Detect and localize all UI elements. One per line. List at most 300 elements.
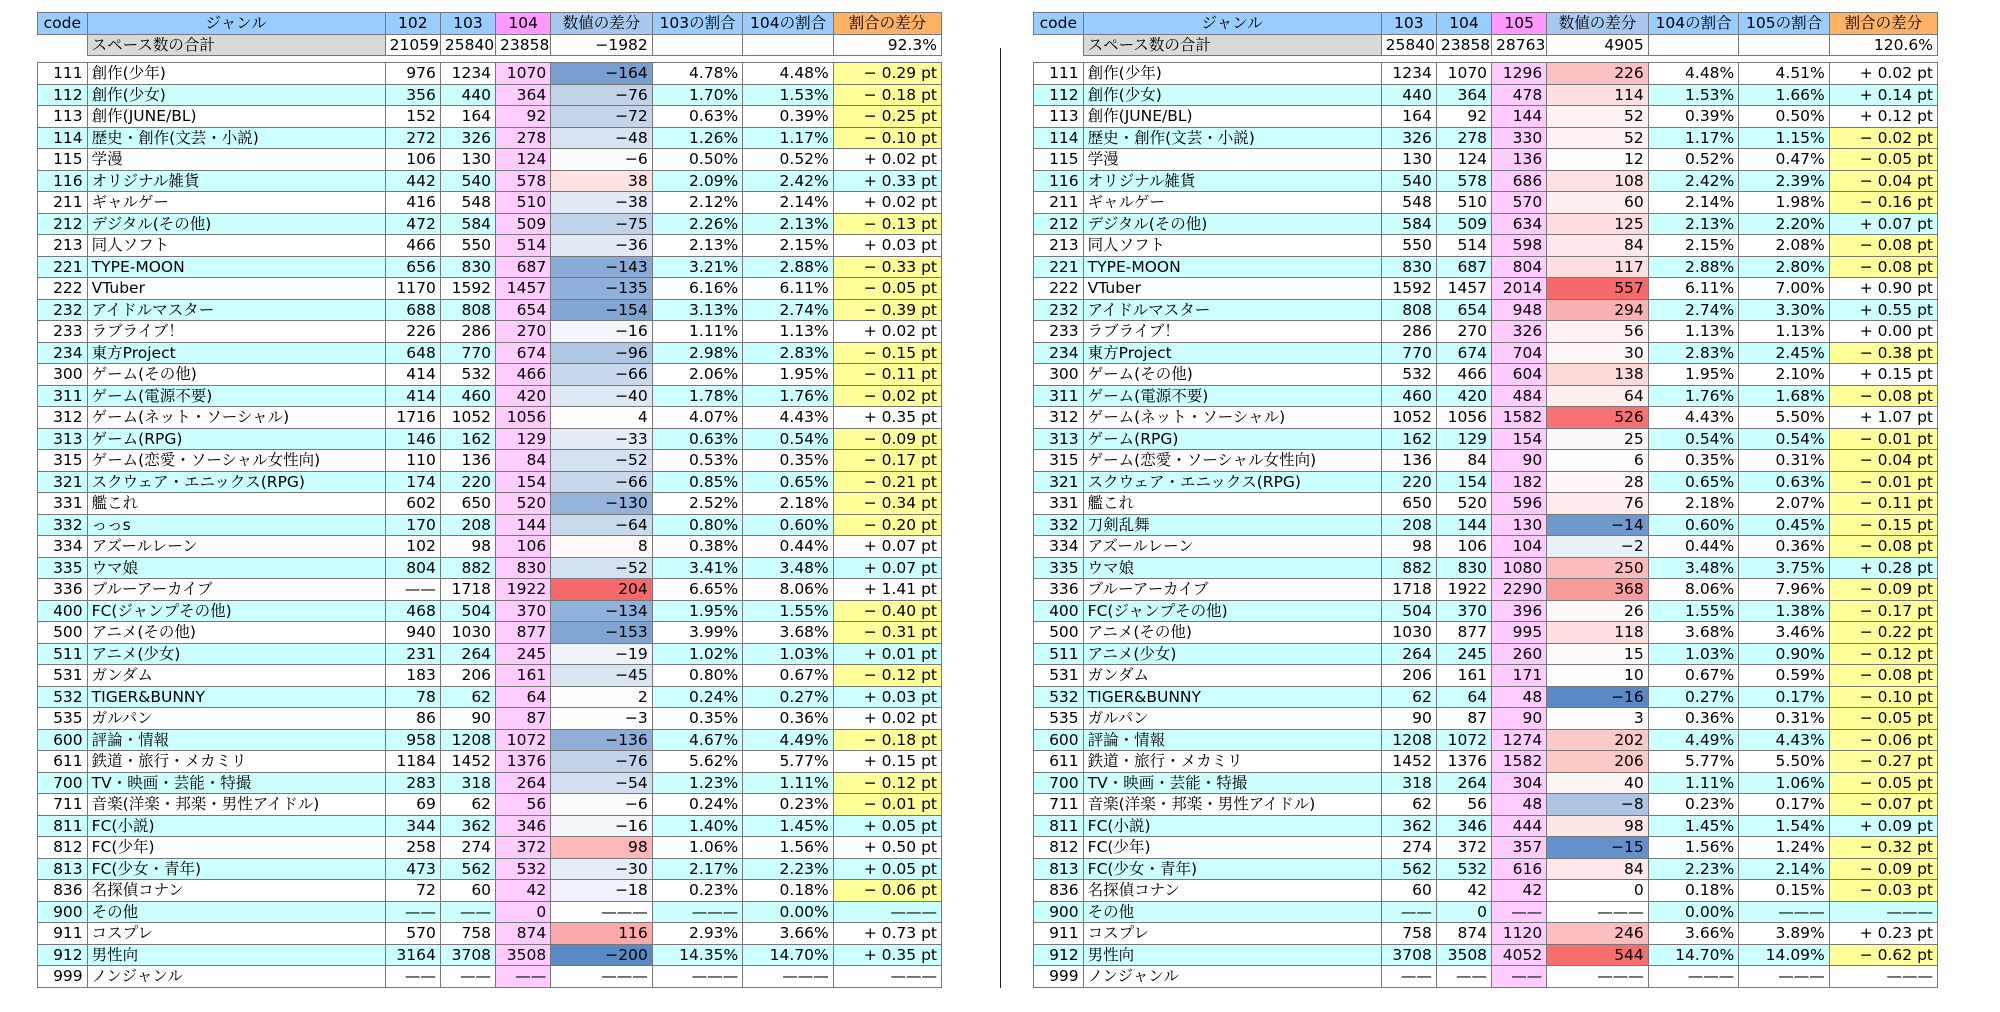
cell-rd: + 1.41 pt (833, 579, 941, 601)
table-row (1034, 923, 1938, 945)
cell-c: 520 (496, 493, 551, 515)
cell-c: 1070 (496, 63, 551, 85)
cell-code: 212 (1034, 213, 1084, 235)
cell-code: 313 (1034, 428, 1084, 450)
cell-diff: 12 (1547, 149, 1649, 171)
cell-code: 321 (1034, 471, 1084, 493)
cell-diff: 76 (1547, 493, 1649, 515)
cell-rb: 0.23% (652, 880, 743, 902)
cell-rb: 6.65% (652, 579, 743, 601)
header-genre: ジャンル (87, 13, 385, 35)
cell-a: 472 (385, 213, 440, 235)
cell-c: 90 (1492, 450, 1547, 472)
cell-rc: 4.43% (1739, 729, 1830, 751)
cell-code: 234 (1034, 342, 1084, 364)
cell-c: 1582 (1492, 751, 1547, 773)
cell-code: 836 (38, 880, 88, 902)
cell-code: 911 (38, 923, 88, 945)
cell-b: 514 (1436, 235, 1491, 257)
cell-b: 1452 (440, 751, 495, 773)
cell-b: 1072 (1436, 729, 1491, 751)
cell-rd: + 0.00 pt (1829, 321, 1937, 343)
cell-a: 1234 (1381, 63, 1436, 85)
cell-code: 221 (1034, 256, 1084, 278)
table-row (1034, 772, 1938, 794)
cell-b: 540 (440, 170, 495, 192)
cell-rb: 1.17% (1648, 127, 1739, 149)
cell-c: 92 (496, 106, 551, 128)
cell-rb: 1.11% (1648, 772, 1739, 794)
cell-b: 654 (1436, 299, 1491, 321)
cell-a: 206 (1381, 665, 1436, 687)
table-row (1034, 213, 1938, 235)
cell-code: 212 (38, 213, 88, 235)
cell-b: 1592 (440, 278, 495, 300)
cell-genre: 創作(JUNE/BL) (87, 106, 385, 128)
cell-diff: 52 (1547, 127, 1649, 149)
cell-b: —— (440, 901, 495, 923)
cell-rc: 3.75% (1739, 557, 1830, 579)
cell-b: 124 (1436, 149, 1491, 171)
cell-genre: 創作(少女) (1083, 84, 1381, 106)
cell-a: 264 (1381, 643, 1436, 665)
cell-b: 584 (440, 213, 495, 235)
cell-code: 331 (1034, 493, 1084, 515)
cell-rd: ——— (1829, 966, 1937, 988)
cell-c: 0 (496, 901, 551, 923)
cell-c: 346 (496, 815, 551, 837)
cell-rb: 0.39% (1648, 106, 1739, 128)
cell-diff: −135 (551, 278, 653, 300)
cell-a: 1208 (1381, 729, 1436, 751)
cell-rd: − 0.05 pt (1829, 772, 1937, 794)
cell-b: 548 (440, 192, 495, 214)
cell-rd: − 0.38 pt (1829, 342, 1937, 364)
cell-code: 213 (38, 235, 88, 257)
cell-diff: 8 (551, 536, 653, 558)
cell-rb: 1.95% (652, 600, 743, 622)
cell-code: 711 (1034, 794, 1084, 816)
cell-a: 283 (385, 772, 440, 794)
cell-diff: −136 (551, 729, 653, 751)
cell-b: 270 (1436, 321, 1491, 343)
cell-genre: FC(少女・青年) (87, 858, 385, 880)
cell-c: 370 (496, 600, 551, 622)
cell-genre: 歴史・創作(文芸・小説) (1083, 127, 1381, 149)
cell-b: 98 (440, 536, 495, 558)
cell-rb: 2.15% (1648, 235, 1739, 257)
cell-genre: 評論・情報 (1083, 729, 1381, 751)
table-row (38, 106, 942, 128)
table-row (38, 407, 942, 429)
cell-b: 90 (440, 708, 495, 730)
table-row (38, 600, 942, 622)
cell-rc: 0.54% (1739, 428, 1830, 450)
cell-diff: 226 (1547, 63, 1649, 85)
cell-a: 562 (1381, 858, 1436, 880)
cell-rc: 1.13% (743, 321, 834, 343)
cell-diff: −143 (551, 256, 653, 278)
cell-rc: 2.07% (1739, 493, 1830, 515)
cell-a: —— (1381, 966, 1436, 988)
cell-rd: − 0.17 pt (833, 450, 941, 472)
cell-a: 272 (385, 127, 440, 149)
header-rc: 105の割合 (1739, 13, 1830, 35)
cell-rc: 1.11% (743, 772, 834, 794)
cell-b: 1234 (440, 63, 495, 85)
cell-b: 264 (440, 643, 495, 665)
cell-c: 578 (496, 170, 551, 192)
cell-c: 510 (496, 192, 551, 214)
cell-rc: 1.54% (1739, 815, 1830, 837)
cell-diff: 138 (1547, 364, 1649, 386)
cell-rc: 2.23% (743, 858, 834, 880)
table-row (38, 858, 942, 880)
cell-genre: 音楽(洋楽・邦楽・男性アイドル) (1083, 794, 1381, 816)
table-row (38, 342, 942, 364)
cell-a: —— (1381, 901, 1436, 923)
total-a: 25840 (1381, 34, 1436, 56)
cell-rb: 2.83% (1648, 342, 1739, 364)
cell-rc: 0.67% (743, 665, 834, 687)
cell-rb: 3.68% (1648, 622, 1739, 644)
cell-rc: 2.08% (1739, 235, 1830, 257)
cell-rb: 0.35% (652, 708, 743, 730)
cell-diff: ——— (551, 966, 653, 988)
cell-genre: ゲーム(ネット・ソーシャル) (1083, 407, 1381, 429)
table-row (1034, 622, 1938, 644)
cell-code: 232 (1034, 299, 1084, 321)
cell-code: 711 (38, 794, 88, 816)
cell-rd: − 0.04 pt (1829, 170, 1937, 192)
cell-code: 313 (38, 428, 88, 450)
cell-genre: っっs (87, 514, 385, 536)
cell-code: 332 (38, 514, 88, 536)
cell-rd: − 0.18 pt (833, 729, 941, 751)
cell-b: 274 (440, 837, 495, 859)
cell-diff: −8 (1547, 794, 1649, 816)
cell-a: 326 (1381, 127, 1436, 149)
cell-b: 830 (1436, 557, 1491, 579)
cell-rc: 1.06% (1739, 772, 1830, 794)
cell-rc: 2.10% (1739, 364, 1830, 386)
cell-rb: 1.06% (652, 837, 743, 859)
cell-b: 1030 (440, 622, 495, 644)
cell-rd: − 0.22 pt (1829, 622, 1937, 644)
cell-c: 278 (496, 127, 551, 149)
cell-diff: 84 (1547, 235, 1649, 257)
cell-code: 812 (1034, 837, 1084, 859)
table-left-panel (37, 12, 942, 988)
cell-genre: 男性向 (1083, 944, 1381, 966)
cell-genre: スクウェア・エニックス(RPG) (1083, 471, 1381, 493)
table-row (38, 471, 942, 493)
cell-code: 315 (38, 450, 88, 472)
cell-rd: − 0.15 pt (833, 342, 941, 364)
cell-c: 634 (1492, 213, 1547, 235)
cell-diff: −40 (551, 385, 653, 407)
table-row (1034, 493, 1938, 515)
cell-rb: 1.55% (1648, 600, 1739, 622)
cell-c: 136 (1492, 149, 1547, 171)
cell-rc: 1.38% (1739, 600, 1830, 622)
cell-rc: 3.66% (743, 923, 834, 945)
cell-code: 611 (1034, 751, 1084, 773)
cell-b: 245 (1436, 643, 1491, 665)
cell-code: 999 (38, 966, 88, 988)
cell-rd: + 0.07 pt (1829, 213, 1937, 235)
cell-rb: 4.78% (652, 63, 743, 85)
cell-genre: アイドルマスター (87, 299, 385, 321)
cell-code: 112 (38, 84, 88, 106)
cell-code: 222 (38, 278, 88, 300)
cell-rd: − 0.07 pt (1829, 794, 1937, 816)
cell-rd: + 0.02 pt (833, 708, 941, 730)
header-rd: 割合の差分 (1829, 13, 1937, 35)
cell-genre: FC(ジャンプその他) (87, 600, 385, 622)
cell-rc: 0.18% (743, 880, 834, 902)
cell-b: 532 (440, 364, 495, 386)
table-row (38, 450, 942, 472)
cell-rc: 3.46% (1739, 622, 1830, 644)
cell-genre: デジタル(その他) (1083, 213, 1381, 235)
cell-b: 509 (1436, 213, 1491, 235)
table-row (38, 364, 942, 386)
cell-a: 656 (385, 256, 440, 278)
cell-a: 72 (385, 880, 440, 902)
cell-rb: 1.02% (652, 643, 743, 665)
cell-code: 611 (38, 751, 88, 773)
cell-diff: −76 (551, 84, 653, 106)
cell-rd: − 0.08 pt (1829, 235, 1937, 257)
cell-rd: − 0.21 pt (833, 471, 941, 493)
table-row (1034, 428, 1938, 450)
cell-rd: − 0.12 pt (833, 772, 941, 794)
cell-b: 62 (440, 794, 495, 816)
cell-b: 164 (440, 106, 495, 128)
cell-rc: 6.11% (743, 278, 834, 300)
cell-code: 331 (38, 493, 88, 515)
table-right-panel (1033, 12, 1938, 988)
header-diff: 数値の差分 (1547, 13, 1649, 35)
cell-rc: 2.74% (743, 299, 834, 321)
header-row (38, 13, 942, 35)
cell-rc: 0.52% (743, 149, 834, 171)
table-row (1034, 342, 1938, 364)
cell-c: 154 (1492, 428, 1547, 450)
cell-rb: 4.67% (652, 729, 743, 751)
cell-rd: + 0.15 pt (1829, 364, 1937, 386)
cell-c: 1922 (496, 579, 551, 601)
cell-genre: 同人ソフト (87, 235, 385, 257)
cell-genre: ラブライブ！ (1083, 321, 1381, 343)
cell-genre: FC(少女・青年) (1083, 858, 1381, 880)
cell-a: 1030 (1381, 622, 1436, 644)
cell-a: 958 (385, 729, 440, 751)
cell-rd: + 0.33 pt (833, 170, 941, 192)
cell-diff: −64 (551, 514, 653, 536)
cell-a: 688 (385, 299, 440, 321)
table-row (1034, 235, 1938, 257)
cell-rd: − 0.08 pt (1829, 665, 1937, 687)
cell-code: 811 (1034, 815, 1084, 837)
cell-rd: + 0.07 pt (833, 557, 941, 579)
cell-rc: 1.15% (1739, 127, 1830, 149)
cell-rd: + 0.05 pt (833, 815, 941, 837)
table-row (1034, 256, 1938, 278)
cell-b: 877 (1436, 622, 1491, 644)
cell-diff: 3 (1547, 708, 1649, 730)
cell-diff: 125 (1547, 213, 1649, 235)
cell-genre: FC(少年) (1083, 837, 1381, 859)
table-row (38, 192, 942, 214)
cell-rb: 0.36% (1648, 708, 1739, 730)
cell-diff: 114 (1547, 84, 1649, 106)
table-row (1034, 815, 1938, 837)
cell-genre: アニメ(少女) (87, 643, 385, 665)
table-row (38, 235, 942, 257)
cell-rd: − 0.01 pt (1829, 428, 1937, 450)
cell-rc: 0.36% (1739, 536, 1830, 558)
cell-b: —— (1436, 966, 1491, 988)
cell-rb: 0.44% (1648, 536, 1739, 558)
cell-c: 64 (496, 686, 551, 708)
cell-genre: 創作(少年) (1083, 63, 1381, 85)
cell-c: 804 (1492, 256, 1547, 278)
cell-rc: 0.54% (743, 428, 834, 450)
total-c: 28763 (1492, 34, 1547, 56)
table-row (38, 815, 942, 837)
cell-code: 813 (1034, 858, 1084, 880)
cell-genre: FC(少年) (87, 837, 385, 859)
cell-diff: 2 (551, 686, 653, 708)
cell-b: 362 (440, 815, 495, 837)
cell-b: 1457 (1436, 278, 1491, 300)
cell-diff: −52 (551, 450, 653, 472)
cell-rb: 4.48% (1648, 63, 1739, 85)
cell-c: 182 (1492, 471, 1547, 493)
cell-rb: 3.48% (1648, 557, 1739, 579)
cell-rc: 1.24% (1739, 837, 1830, 859)
cell-c: 4052 (1492, 944, 1547, 966)
cell-diff: 15 (1547, 643, 1649, 665)
cell-rb: 0.80% (652, 514, 743, 536)
table-row (1034, 84, 1938, 106)
table-row (38, 901, 942, 923)
cell-genre: その他 (1083, 901, 1381, 923)
cell-diff: 204 (551, 579, 653, 601)
cell-b: 460 (440, 385, 495, 407)
cell-genre: 創作(JUNE/BL) (1083, 106, 1381, 128)
cell-rb: ——— (1648, 966, 1739, 988)
cell-c: 270 (496, 321, 551, 343)
cell-a: 830 (1381, 256, 1436, 278)
cell-diff: 10 (1547, 665, 1649, 687)
cell-diff: ——— (1547, 901, 1649, 923)
cell-rd: + 0.01 pt (833, 643, 941, 665)
table-row (1034, 751, 1938, 773)
cell-rc: 2.13% (743, 213, 834, 235)
cell-rb: 0.63% (652, 428, 743, 450)
cell-rb: 1.26% (652, 127, 743, 149)
header-row (1034, 13, 1938, 35)
cell-b: 510 (1436, 192, 1491, 214)
cell-a: 3708 (1381, 944, 1436, 966)
cell-code: 531 (38, 665, 88, 687)
cell-c: 1120 (1492, 923, 1547, 945)
cell-code: 113 (38, 106, 88, 128)
table-row (1034, 729, 1938, 751)
table-row (1034, 127, 1938, 149)
cell-c: 877 (496, 622, 551, 644)
cell-rc: 0.17% (1739, 686, 1830, 708)
cell-rd: − 0.02 pt (1829, 127, 1937, 149)
cell-b: 520 (1436, 493, 1491, 515)
cell-rd: − 0.31 pt (833, 622, 941, 644)
cell-diff: −6 (551, 149, 653, 171)
cell-diff: 52 (1547, 106, 1649, 128)
cell-rc: 3.48% (743, 557, 834, 579)
cell-rc: 4.48% (743, 63, 834, 85)
cell-c: 1376 (496, 751, 551, 773)
cell-b: 674 (1436, 342, 1491, 364)
cell-rb: 5.62% (652, 751, 743, 773)
cell-b: 578 (1436, 170, 1491, 192)
cell-rb: 0.53% (652, 450, 743, 472)
cell-rb: 1.95% (1648, 364, 1739, 386)
cell-rd: − 0.11 pt (833, 364, 941, 386)
cell-code: 311 (38, 385, 88, 407)
cell-a: —— (385, 579, 440, 601)
cell-c: 420 (496, 385, 551, 407)
table-row (38, 170, 942, 192)
cell-rd: − 0.16 pt (1829, 192, 1937, 214)
cell-a: 758 (1381, 923, 1436, 945)
cell-rb: 2.14% (1648, 192, 1739, 214)
cell-c: 509 (496, 213, 551, 235)
cell-b: 420 (1436, 385, 1491, 407)
table-row (38, 837, 942, 859)
cell-rc: 0.39% (743, 106, 834, 128)
cell-diff: 30 (1547, 342, 1649, 364)
cell-code: 233 (1034, 321, 1084, 343)
cell-rc: 0.23% (743, 794, 834, 816)
table-row (1034, 321, 1938, 343)
cell-a: 808 (1381, 299, 1436, 321)
table-row (1034, 665, 1938, 687)
cell-genre: 音楽(洋楽・邦楽・男性アイドル) (87, 794, 385, 816)
cell-rd: − 0.05 pt (1829, 149, 1937, 171)
cell-rb: 4.43% (1648, 407, 1739, 429)
cell-c: 264 (496, 772, 551, 794)
cell-diff: −36 (551, 235, 653, 257)
table-row (1034, 944, 1938, 966)
cell-code: 400 (38, 600, 88, 622)
cell-a: 414 (385, 385, 440, 407)
cell-rc: 1.55% (743, 600, 834, 622)
cell-c: 1072 (496, 729, 551, 751)
cell-c: 532 (496, 858, 551, 880)
total-ratio: 92.3% (833, 34, 941, 56)
table-row (1034, 364, 1938, 386)
cell-b: 364 (1436, 84, 1491, 106)
cell-rb: 2.13% (652, 235, 743, 257)
cell-a: 102 (385, 536, 440, 558)
cell-c: 357 (1492, 837, 1547, 859)
table-row (38, 729, 942, 751)
cell-c: —— (1492, 901, 1547, 923)
cell-b: 3508 (1436, 944, 1491, 966)
